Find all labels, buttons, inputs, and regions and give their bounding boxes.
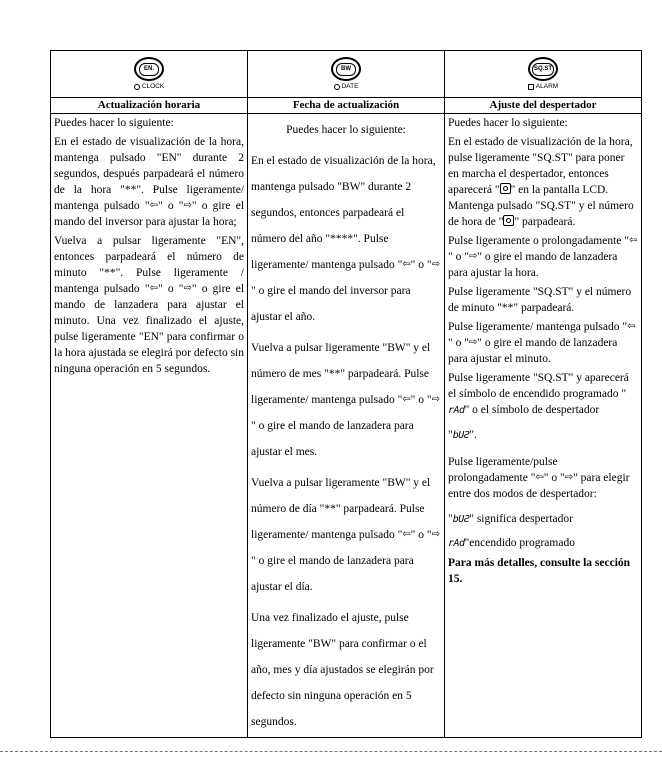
button-caption [334,83,359,90]
text: " en la pantalla LCD. Mantenga pulsado "SQ.ST" y el número de hora de " [448,184,634,228]
button-outline [134,57,164,81]
text: En el estado de visualización de la hora, mantenga pulsado "EN" durante 2 segundos, después parpadeará el número de la hora "**". Pulse ligeramente/ mantenga pulsado " [54,136,244,212]
paragraph [248,467,444,602]
text: " o " [410,259,432,271]
left-arrow-icon: ⇦ [402,394,411,405]
text: " o gire el mando de lanzadera para ajustar el minuto. Una vez finalizado el ajuste, pulse ligeramente "EN" para confirmar o la hora ajustada se elegirá por defecto sin ninguna operación en 5 segundos. [54,283,245,375]
text: En el estado de visualización de la hora, mantenga pulsado "BW" durante 2 segundos, entonces parpadeará el número del año "****". Pulse ligeramente/ mantenga pulsado " [251,155,436,271]
sqst-button [528,57,558,90]
text: " o gire el mando del inversor para ajustar el año. [251,285,411,323]
text: " o " [157,200,184,212]
text: " o gire el mando de lanzadera para ajustar la hora. [448,251,618,279]
paragraph: Para más detalles, consulte la sección 15. [448,557,631,585]
left-arrow-icon: ⇦ [149,283,158,294]
paragraph [51,232,247,379]
text: En el estado de visualización de la hora, pulse ligeramente "SQ.ST" para poner en marcha el despertador, entonces aparecerá " [448,136,633,196]
alarm-icon [528,84,534,90]
paragraph [248,145,444,332]
caption-text: CLOCK [141,83,165,90]
paragraph [248,332,444,467]
button-caption [528,83,558,90]
paragraph: Puedes hacer lo siguiente: [286,124,406,136]
paragraph [445,133,641,232]
button-label: SQ.ST [532,63,554,76]
text: Vuelva a pulsar ligeramente "BW" y el número de día "**" parpadeará. Pulse ligeramente/ mantenga pulsado " [251,477,431,541]
text: " o " [157,283,184,295]
text: "encendido programado [464,537,575,549]
icon-row [51,51,642,98]
bue-segment-symbol: bUƧ [452,430,470,441]
button-outline [331,57,361,81]
paragraph [445,369,641,421]
text: " o " [448,251,469,263]
caption-text: DATE [341,83,359,90]
icon-cell-clock [51,51,248,98]
text: " o el símbolo de despertador [464,404,600,416]
right-arrow-icon: ⇨ [431,529,440,540]
settings-table [50,50,642,738]
right-arrow-icon: ⇨ [431,394,440,405]
text: " o gire el mando de lanzadera para ajustar el día. [251,555,414,593]
paragraph: Puedes hacer lo siguiente: [448,117,568,129]
body-row [51,114,642,738]
right-arrow-icon: ⇨ [183,200,192,211]
text: " o " [410,394,432,406]
text: Vuelva a pulsar ligeramente "BW" y el número de mes "**" parpadeará. Pulse ligeramente/ mantenga pulsado " [251,342,431,406]
date-instructions [248,114,445,738]
text: " [448,513,453,525]
text: " o " [543,472,565,484]
caption-text: ALARM [535,83,559,90]
paragraph [51,133,247,232]
alarm-bell-icon [503,215,514,226]
rad-segment-symbol: rAd [448,405,465,416]
icon-cell-alarm [445,51,642,98]
text: " o gire el mando del inversor para ajustar la hora; [54,200,245,228]
text: ". [469,429,477,441]
button-label: EN. [139,63,159,76]
text: Vuelva a pulsar ligeramente "EN", entonces parpadeará el número de minuto "**". Pulse ligeramente / mantenga pulsado " [54,235,244,295]
header-clock: Actualización horaria [51,98,248,114]
left-arrow-icon: ⇦ [402,529,411,540]
paragraph [445,530,641,554]
paragraph [445,318,641,369]
text: " para elegir entre dos modos de despertador: [448,472,630,500]
bw-button [331,57,361,90]
button-caption [134,83,164,90]
button-label: BW [336,63,356,76]
paragraph [445,504,641,530]
text: Pulse ligeramente/ mantenga pulsado " [448,321,628,333]
right-arrow-icon: ⇨ [564,472,574,483]
left-arrow-icon: ⇦ [628,235,638,246]
text: " o " [448,337,469,349]
right-arrow-icon: ⇨ [468,251,478,262]
en-button [134,57,164,90]
header-alarm: Ajuste del despertador [445,98,642,114]
clock-icon [134,84,140,90]
bue-segment-symbol: bUƧ [452,514,470,525]
icon-cell-date [248,51,445,98]
text: " [448,429,453,441]
button-outline [528,57,558,81]
rad-segment-symbol: rAd [448,538,465,549]
text: Pulse ligeramente o prolongadamente " [448,235,629,247]
text: Pulse ligeramente "SQ.ST" y aparecerá el símbolo de encendido programado " [448,372,629,400]
paragraph [445,421,641,446]
left-arrow-icon: ⇦ [535,472,544,483]
paragraph [445,232,641,283]
left-arrow-icon: ⇦ [149,200,158,211]
right-arrow-icon: ⇨ [468,337,478,348]
text: " parpadeará. [514,216,576,228]
clock-instructions [51,114,248,738]
page-bottom-rule [0,751,662,752]
text: " significa despertador [469,513,573,525]
header-date: Fecha de actualización [248,98,445,114]
text: Pulse ligeramente/pulse prolongadamente " [448,456,558,484]
paragraph: Una vez finalizado el ajuste, pulse ligeramente "BW" para confirmar o el año, mes y día ajustados se elegirán por defecto sin ninguna operación en 5 segundos. [251,612,434,728]
left-arrow-icon: ⇦ [627,321,636,332]
alarm-bell-icon [500,183,511,194]
right-arrow-icon: ⇨ [183,283,192,294]
header-row [51,98,642,114]
text: " o gire el mando de lanzadera para ajustar el mes. [251,420,414,458]
clock-icon [334,84,340,90]
paragraph [445,446,641,504]
paragraph: Pulse ligeramente "SQ.ST" y el número de minuto "**" parpadeará. [448,286,632,314]
text: " o " [410,529,432,541]
alarm-instructions [445,114,642,738]
right-arrow-icon: ⇨ [431,259,440,270]
paragraph: Puedes hacer lo siguiente: [54,117,174,129]
left-arrow-icon: ⇦ [402,259,411,270]
text: " o gire el mando de lanzadera para ajustar el minuto. [448,337,618,365]
